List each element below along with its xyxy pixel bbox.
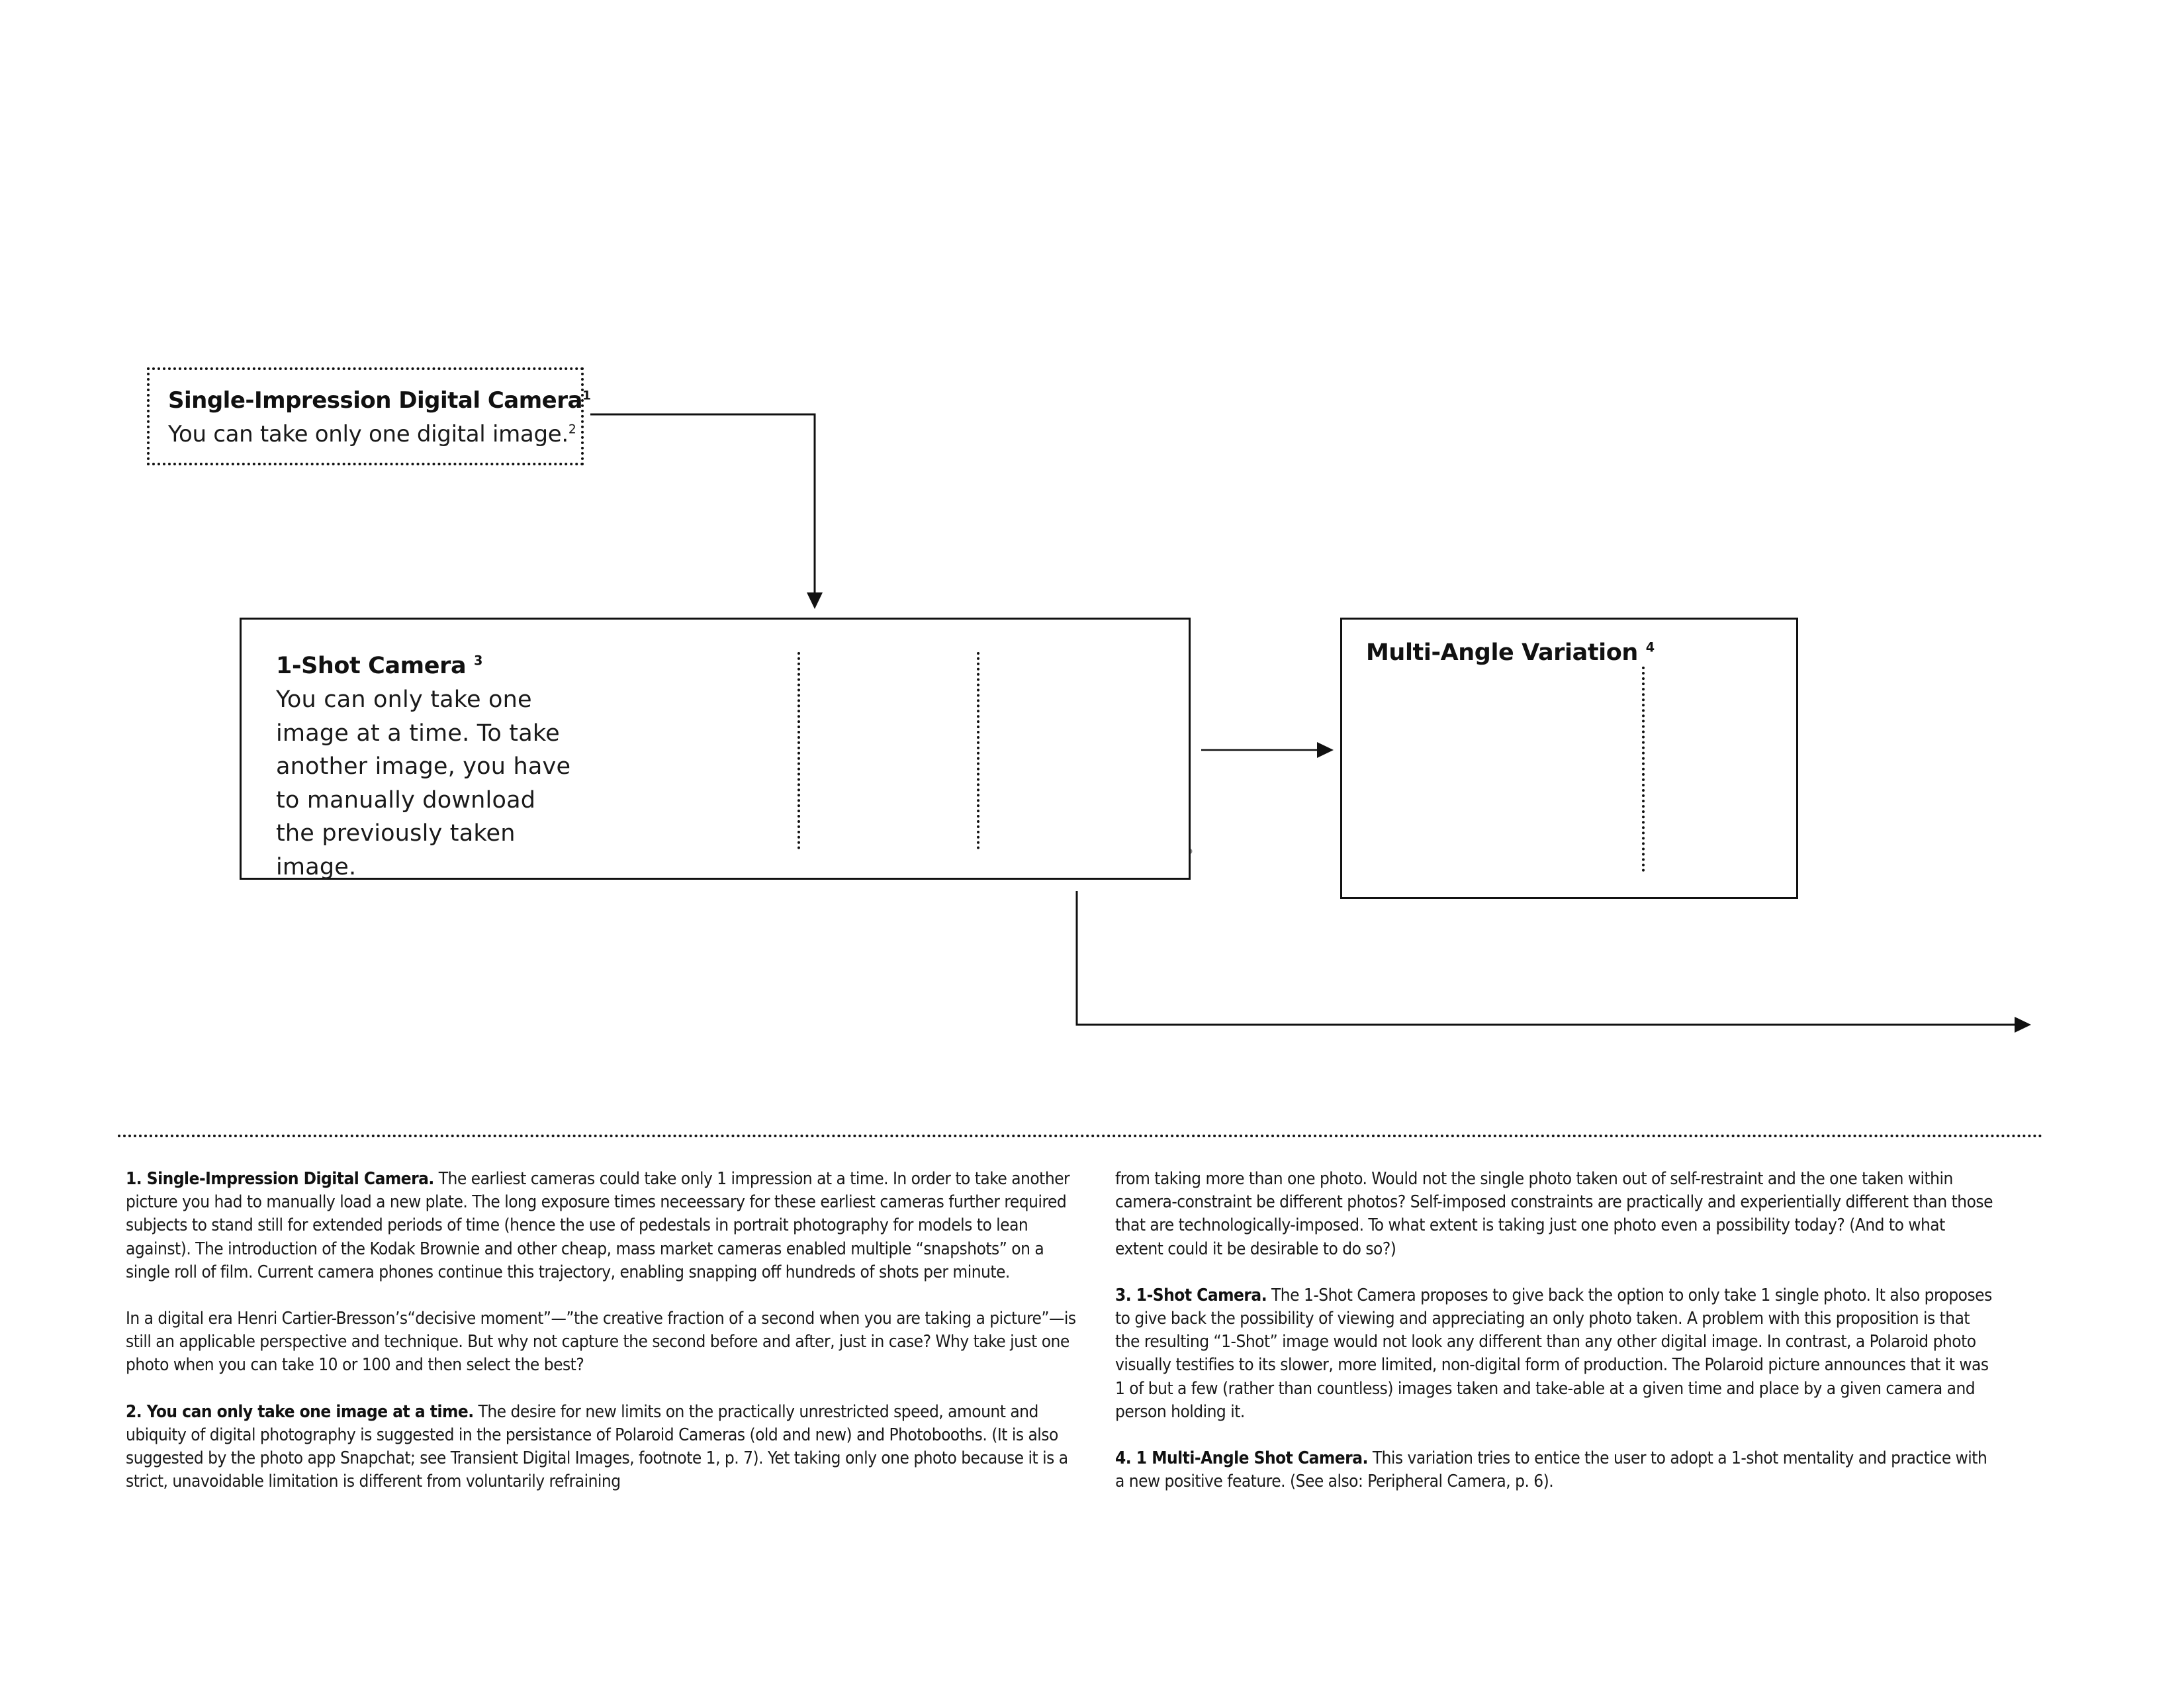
connector-oneshot-to-multiangle	[1201, 742, 1334, 758]
footnote-2	[126, 1401, 1079, 1494]
footnote-4-text: This variation tries to entice the user to adopt a 1-shot mentality and practice with a new positive feature. (See also: Peripheral Camera, p. 6).	[1115, 1448, 1987, 1492]
panel-divider-2	[977, 652, 979, 849]
panel-divider-3	[1642, 667, 1645, 872]
footnote-1-heading: 1. Single-Impression Digital Camera.	[126, 1169, 434, 1189]
one-shot-title-text: 1-Shot Camera	[276, 653, 467, 679]
connector-oneshot-to-next	[1077, 891, 2031, 1033]
multi-angle-title	[1366, 639, 1655, 666]
footnote-ref-3: 3	[473, 653, 482, 669]
one-shot-description: You can only take one image at a time. To take another image, you have to manually download the previously taken image.	[276, 686, 571, 880]
footnote-1	[126, 1168, 1079, 1284]
connector-concept-to-oneshot	[590, 414, 823, 609]
footnote-1-continued-text: In a digital era Henri Cartier-Bresson’s“decisive moment”—”the creative fraction of a second when you are taking a picture”—is still an applicable perspective and technique. But why not capture the second before and after, just in case? Why take just one photo when you can take 10 or 100 and then select the best?	[126, 1309, 1076, 1376]
footnotes-right-column	[1115, 1168, 1995, 1517]
footnote-4	[1115, 1447, 1995, 1493]
footnote-2-continued	[1115, 1168, 1995, 1261]
footnotes-divider	[118, 1135, 2044, 1137]
panel-divider-1	[797, 652, 800, 849]
concept-box	[147, 367, 584, 465]
footnote-2-heading: 2. You can only take one image at a time.	[126, 1401, 474, 1422]
footnote-2-text: The desire for new limits on the practically unrestricted speed, amount and ubiquity of digital photography is suggested in the persistance of Polaroid Cameras (old and new) and Photobooths. (It is also suggested by the photo app Snapchat; see Transient Digital Images, footnote 1, p. 7). Yet taking only one photo because it is a strict, unavoidable limitation is different from voluntarily refraining	[126, 1401, 1068, 1492]
footnote-3-heading: 3. 1-Shot Camera.	[1115, 1285, 1267, 1305]
multi-angle-title-text: Multi-Angle Variation	[1366, 639, 1638, 666]
concept-subtitle-text: You can take only one digital image.	[168, 421, 569, 447]
concept-title-text: Single-Impression Digital Camera	[168, 387, 582, 414]
footnote-2-continued-text: from taking more than one photo. Would not the single photo taken out of self-restraint and the one taken within camera-constraint be different photos? Self-imposed constraints are practically and experientially different than those that are technologically-imposed. To what extent is taking just one photo even a possibility today? (And to what extent could it be desirable to do so?)	[1115, 1169, 1993, 1259]
footnotes-left-column	[126, 1168, 1079, 1517]
concept-subtitle	[168, 421, 576, 447]
footnote-1-continued	[126, 1307, 1079, 1378]
footnote-ref-4: 4	[1645, 639, 1655, 655]
footnote-3-text: The 1-Shot Camera proposes to give back the option to only take 1 single photo. It also proposes to give back the possibility of viewing and appreciating an only photo taken. A problem with this proposition is that the resulting “1-Shot” image would not look any different than any other digital image. In contrast, a Polaroid photo visually testifies to its slower, more limited, non-digital form of production. The Polaroid picture announces that it was 1 of but a few (rather than countless) images taken and take-able at a given time and place by a given camera and person holding it.	[1115, 1285, 1992, 1422]
footnote-ref-2: 2	[568, 422, 576, 437]
footnote-3	[1115, 1284, 1995, 1424]
footnote-1-text: The earliest cameras could take only 1 impression at a time. In order to take another picture you had to manually load a new plate. The long exposure times neceessary for these earliest cameras further required subjects to stand still for extended periods of time (hence the use of pedestals in portrait photography for models to lean against). The introduction of the Kodak Brownie and other cheap, mass market cameras enabled multiple “snapshots” on a single roll of film. Current camera phones continue this trajectory, enabling snapping off hundreds of shots per minute.	[126, 1169, 1070, 1282]
concept-title	[168, 387, 590, 414]
footnote-4-heading: 4. 1 Multi-Angle Shot Camera.	[1115, 1448, 1368, 1469]
one-shot-title	[276, 653, 482, 679]
footnote-ref-1: 1	[582, 389, 591, 403]
